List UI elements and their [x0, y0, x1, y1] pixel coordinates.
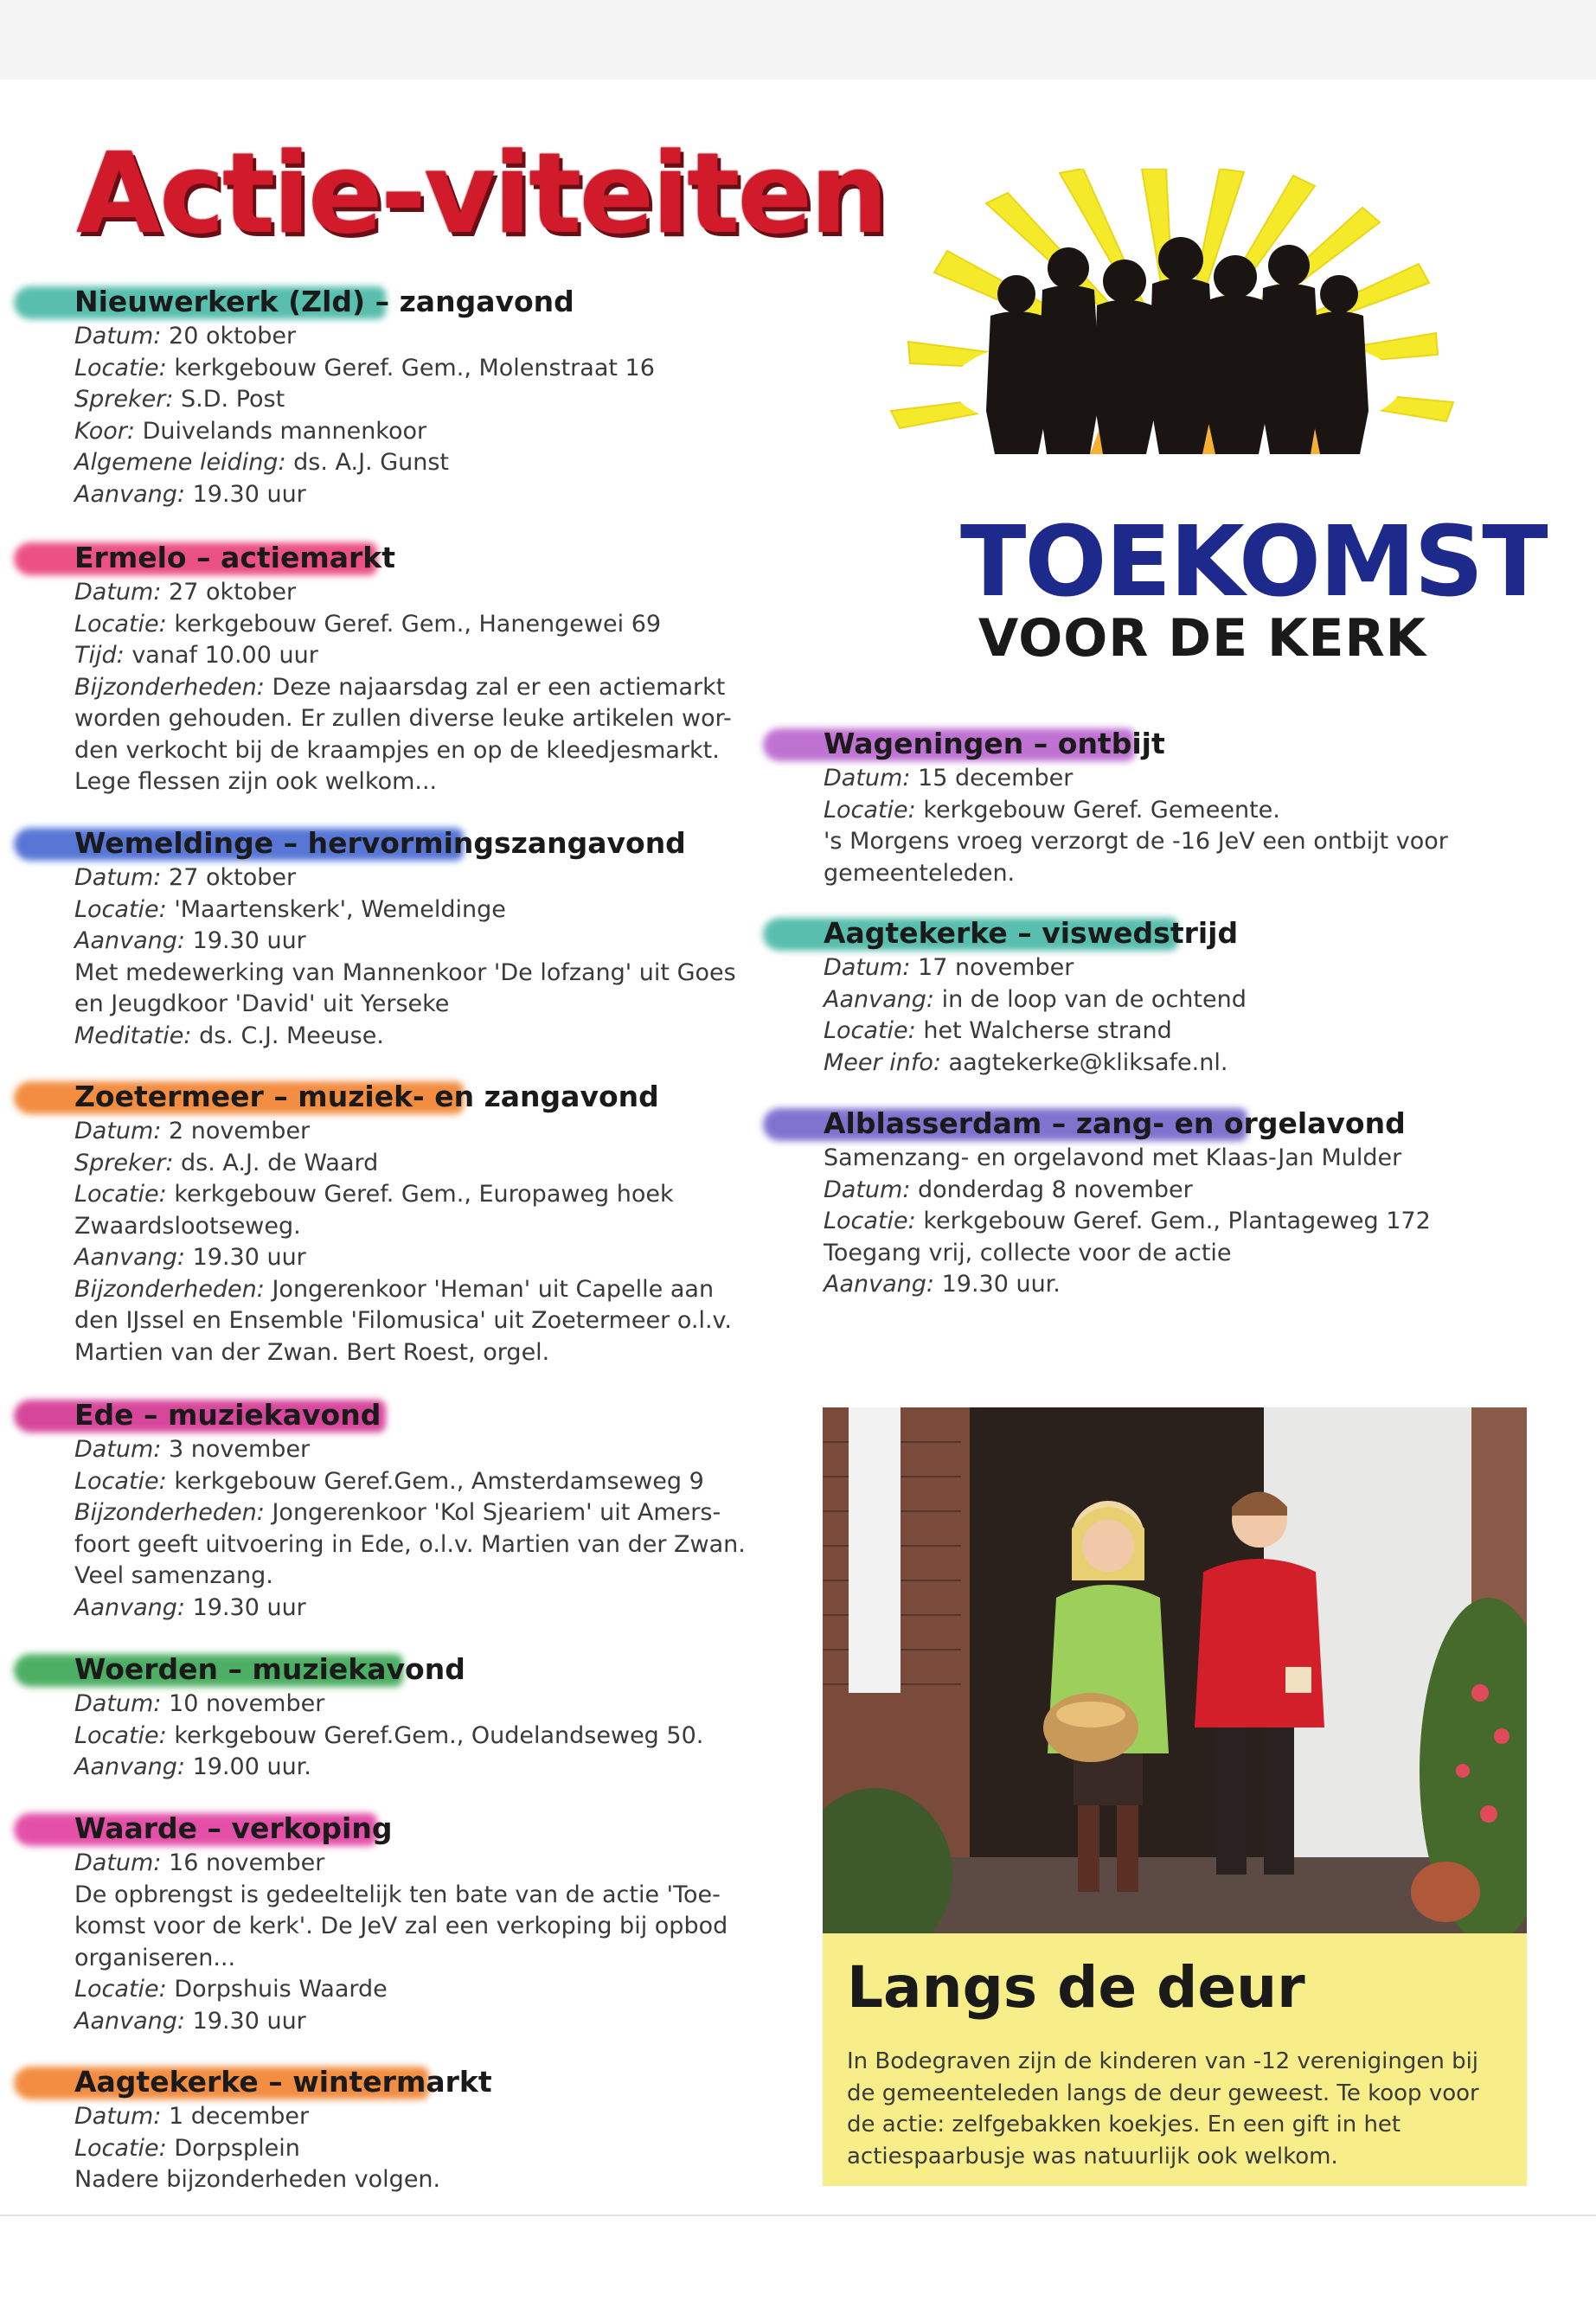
event-line: den verkocht bij de kraampjes en op de kleedjesmarkt. — [74, 736, 720, 764]
event-line: Locatie: kerkgebouw Geref. Gem., Hanengewei 69 — [74, 610, 662, 638]
event-line: De opbrengst is gedeeltelijk ten bate van de actie 'Toe- — [74, 1881, 721, 1908]
event-line: Datum: 17 november — [824, 954, 1074, 981]
event-line: Bijzonderheden: Jongerenkoor 'Kol Sjeariem' uit Amers- — [74, 1499, 721, 1526]
page-title: Actie-viteiten — [76, 130, 887, 259]
event-line: Aanvang: 19.30 uur — [74, 480, 306, 508]
event-line: Aanvang: 19.30 uur — [74, 1593, 306, 1621]
event-line: 's Morgens vroeg verzorgt de -16 JeV een ontbijt voor — [824, 828, 1448, 855]
event-ede — [74, 1396, 746, 1624]
event-alblasserdam — [824, 1105, 1431, 1301]
event-line: Bijzonderheden: Jongerenkoor 'Heman' uit Capelle aan — [74, 1275, 715, 1303]
event-heading: Wemeldinge – hervormingszangavond — [74, 826, 686, 860]
event-line: Samenzang- en orgelavond met Klaas-Jan Mulder — [824, 1144, 1402, 1171]
event-line: en Jeugdkoor 'David' uit Yerseke — [74, 990, 450, 1017]
event-line: Datum: 10 november — [74, 1690, 325, 1717]
event-heading: Woerden – muziekavond — [74, 1652, 465, 1686]
page-top-edge — [0, 0, 1596, 80]
event-line: gemeenteleden. — [824, 859, 1016, 887]
event-ermelo — [74, 539, 732, 798]
event-line: Datum: 2 november — [74, 1118, 311, 1144]
event-line: Locatie: Dorpshuis Waarde — [74, 1976, 388, 2003]
logo-subtitle: VOOR DE KERK — [977, 608, 1427, 669]
event-woerden — [74, 1650, 703, 1784]
sun-silhouette-icon — [830, 169, 1522, 532]
event-heading: Wageningen – ontbijt — [824, 727, 1165, 760]
toekomst-logo — [830, 169, 1547, 688]
logo-title: TOEKOMST — [960, 506, 1547, 619]
bottom-divider — [0, 2214, 1596, 2216]
event-line: Locatie: kerkgebouw Geref. Gem., Europaweg hoek — [74, 1181, 674, 1208]
event-line: Locatie: kerkgebouw Geref.Gem., Oudelandseweg 50. — [74, 1721, 704, 1749]
event-line: Datum: 1 december — [74, 2103, 310, 2130]
event-line: Veel samenzang. — [74, 1562, 273, 1589]
event-heading: Aagtekerke – wintermarkt — [74, 2065, 492, 2099]
event-line: Locatie: kerkgebouw Geref. Gem., Molenstraat 16 — [74, 354, 655, 381]
event-line: Locatie: Dorpsplein — [74, 2134, 300, 2162]
event-aagtekerke-wintermarkt — [74, 2063, 492, 2196]
event-line: Aanvang: in de loop van de ochtend — [824, 985, 1247, 1013]
event-line: foort geeft uitvoering in Ede, o.l.v. Martien van der Zwan. — [74, 1530, 746, 1558]
caption-title: Langs de deur — [847, 1954, 1305, 2021]
event-line: Locatie: het Walcherse strand — [824, 1017, 1172, 1044]
event-line: Spreker: S.D. Post — [74, 386, 285, 413]
event-line: den IJssel en Ensemble 'Filomusica' uit Zoetermeer o.l.v. — [74, 1307, 732, 1334]
event-line: Aanvang: 19.30 uur — [74, 927, 306, 954]
caption-text: In Bodegraven zijn de kinderen van -12 verenigingen bij de gemeenteleden langs de deur geweest. Te koop voor de actie: zelfgebakken koekjes. En een gift in het actiespaarbusje was natuurlijk ook welkom. — [847, 2048, 1479, 2170]
event-waarde — [74, 1810, 727, 2037]
event-line: Locatie: kerkgebouw Geref. Gemeente. — [824, 796, 1280, 824]
event-line: Meer info: aagtekerke@kliksafe.nl. — [824, 1048, 1228, 1076]
event-line: Locatie: kerkgebouw Geref.Gem., Amsterdamseweg 9 — [74, 1467, 704, 1495]
event-line: worden gehouden. Er zullen diverse leuke artikelen wor- — [74, 705, 732, 732]
event-line: Aanvang: 19.00 uur. — [74, 1753, 311, 1780]
event-heading: Ermelo – actiemarkt — [74, 541, 395, 574]
event-nieuwerkerk — [74, 283, 655, 510]
event-line: Locatie: 'Maartenskerk', Wemeldinge — [74, 895, 506, 923]
event-line: Koor: Duivelands mannenkoor — [74, 417, 427, 445]
event-line: Datum: 27 oktober — [74, 864, 297, 891]
event-line: Datum: 15 december — [824, 765, 1074, 792]
event-line: Zwaardslootseweg. — [74, 1212, 301, 1240]
event-wemeldinge — [74, 824, 736, 1052]
event-line: Tijd: vanaf 10.00 uur — [74, 642, 318, 669]
event-heading: Alblasserdam – zang- en orgelavond — [824, 1106, 1406, 1140]
event-line: Toegang vrij, collecte voor de actie — [824, 1239, 1232, 1266]
event-heading: Nieuwerkerk (Zld) – zangavond — [74, 285, 574, 318]
event-line: Datum: donderdag 8 november — [824, 1176, 1193, 1203]
event-line: Algemene leiding: ds. A.J. Gunst — [74, 449, 450, 476]
event-line: Bijzonderheden: Deze najaarsdag zal er een actiemarkt — [74, 673, 726, 701]
event-wageningen — [824, 725, 1448, 889]
event-line: Lege flessen zijn ook welkom... — [74, 768, 438, 795]
event-line: organiseren... — [74, 1944, 236, 1971]
event-aagtekerke-viswedstrijd — [824, 914, 1247, 1079]
event-line: Aanvang: 19.30 uur. — [824, 1271, 1061, 1298]
event-line: komst voor de kerk'. De JeV zal een verkoping bij opbod — [74, 1913, 728, 1939]
event-line: Nadere bijzonderheden volgen. — [74, 2166, 441, 2193]
event-line: Met medewerking van Mannenkoor 'De lofzang' uit Goes — [74, 958, 736, 986]
event-line: Aanvang: 19.30 uur — [74, 1244, 306, 1271]
event-line: Locatie: kerkgebouw Geref. Gem., Plantageweg 172 — [824, 1208, 1431, 1234]
event-zoetermeer — [74, 1078, 732, 1368]
event-line: Datum: 16 november — [74, 1849, 325, 1876]
event-heading: Zoetermeer – muziek- en zangavond — [74, 1080, 659, 1113]
event-heading: Aagtekerke – viswedstrijd — [824, 916, 1239, 950]
event-heading: Ede – muziekavond — [74, 1398, 381, 1432]
event-heading: Waarde – verkoping — [74, 1811, 393, 1845]
event-line: Datum: 20 oktober — [74, 323, 297, 349]
children-at-door-photo — [823, 1407, 1527, 1933]
event-line: Meditatie: ds. C.J. Meeuse. — [74, 1022, 384, 1049]
event-line: Datum: 27 oktober — [74, 579, 297, 606]
event-line: Aanvang: 19.30 uur — [74, 2007, 306, 2035]
event-line: Datum: 3 november — [74, 1436, 311, 1463]
event-line: Spreker: ds. A.J. de Waard — [74, 1149, 379, 1176]
event-line: Martien van der Zwan. Bert Roest, orgel. — [74, 1338, 550, 1366]
caption-box — [823, 1933, 1527, 2186]
